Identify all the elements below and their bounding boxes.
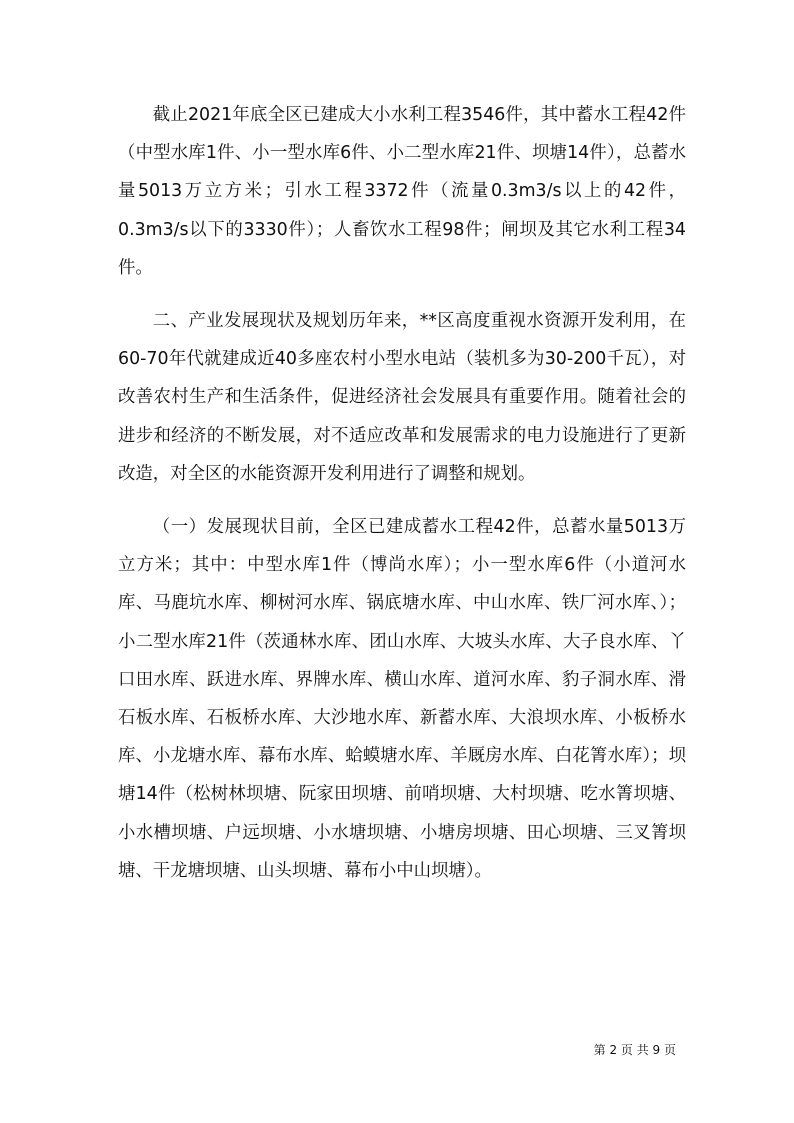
paragraph-current-status: （一）发展现状目前，全区已建成蓄水工程42件，总蓄水量5013万立方米；其中：中型水库1件（博尚水库）；小一型水库6件（小道河水库、马鹿坑水库、柳树河水库、锅底塘水库、中山水库、铁厂河水库、）；小二型水库21件（茨通林水库、团山水库、大坡头水库、大子良水库、丫口田水库、跃进水库、界牌水库、横山水库、道河水库、豹子洞水库、滑石板水库、石板桥水库、大沙地水库、新蓄水库、大浪坝水库、小板桥水库、小龙塘水库、幕布水库、蛤蟆塘水库、羊厩房水库、白花箐水库）；坝塘14件（松树林坝塘、阮家田坝塘、前哨坝塘、大村坝塘、吃水箐坝塘、小水槽坝塘、户远坝塘、小水塘坝塘、小塘房坝塘、田心坝塘、三叉箐坝塘、干龙塘坝塘、山头坝塘、幕布小中山坝塘）。 xyxy=(118,517,686,881)
paragraph-industry-development: 二、产业发展现状及规划历年来，**区高度重视水资源开发利用，在60-70年代就建成近40多座农村小型水电站（装机多为30-200千瓦），对改善农村生产和生活条件，促进经济社会发展具有重要作用。随着社会的进步和经济的不断发展，对不适应改革和发展需求的电力设施进行了更新改造，对全区的水能资源开发利用进行了调整和规划。 xyxy=(118,311,686,484)
page-number-footer: 第 2 页 共 9 页 xyxy=(593,1043,676,1057)
paragraph-water-projects-summary: 截止2021年底全区已建成大小水利工程3546件，其中蓄水工程42件（中型水库1件、小一型水库6件、小二型水库21件、坝塘14件），总蓄水量5013万立方米；引水工程3372件（流量0.3m3/s以上的42件，0.3m3/s以下的3330件）；人畜饮水工程98件；闸坝及其它水利工程34件。 xyxy=(118,105,686,278)
document-body xyxy=(118,96,686,890)
